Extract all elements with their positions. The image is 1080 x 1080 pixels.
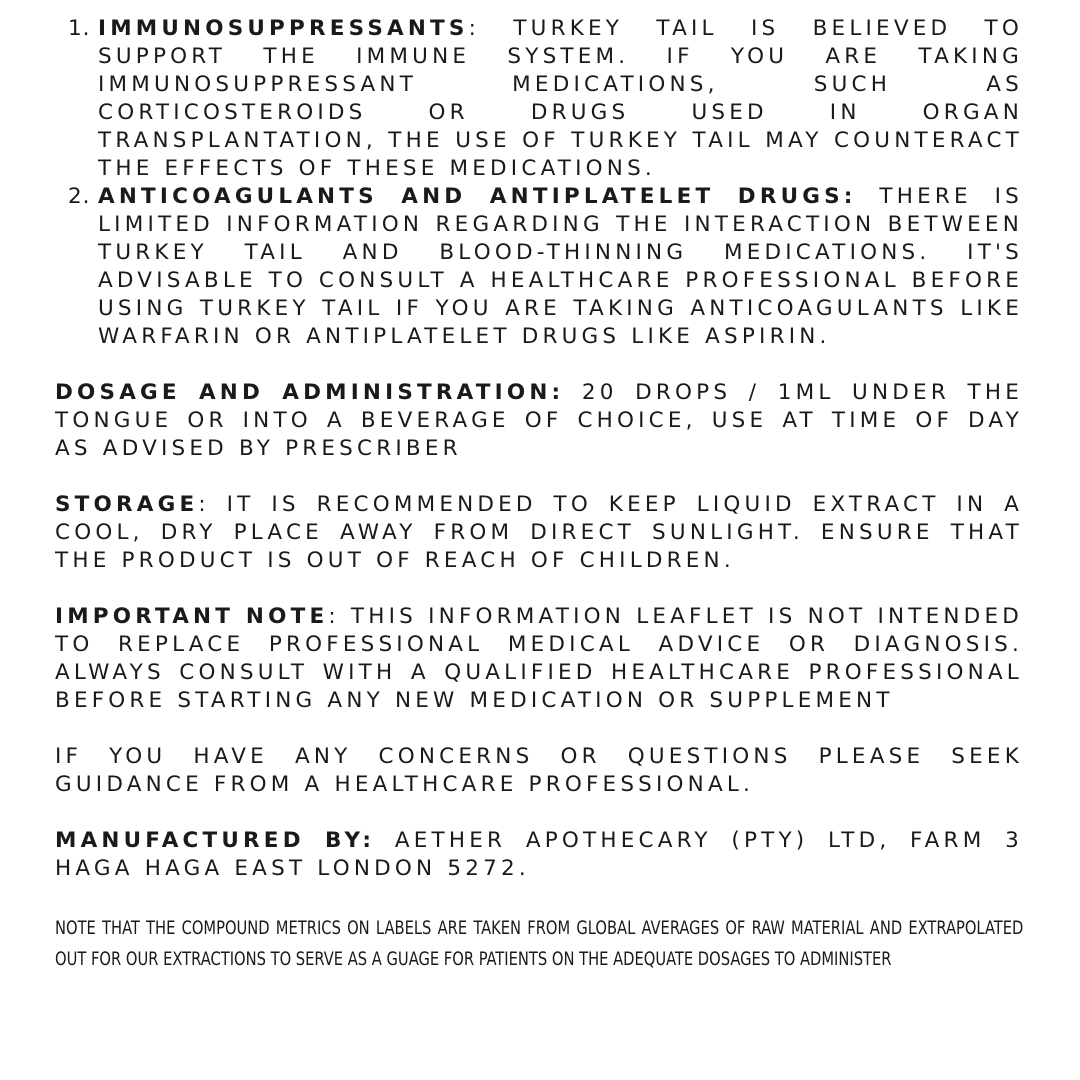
- interaction-item-anticoagulants: [55, 183, 1023, 351]
- manufacturer-text: AETHER APOTHECARY (PTY) LTD, FARM 3 HAGA HAGA EAST LONDON 5272.: [55, 828, 1023, 881]
- important-note-section: [55, 603, 1023, 715]
- interaction-text: THERE IS LIMITED INFORMATION REGARDING THE INTERACTION BETWEEN TURKEY TAIL AND BLOOD-THINNING MEDICATIONS. IT'S ADVISABLE TO CONSULT A HEALTHCARE PROFESSIONAL BEFORE USING TURKEY TAIL IF YOU ARE TAKING ANTICOAGULANTS LIKE WARFARIN OR ANTIPLATELET DRUGS LIKE ASPIRIN.: [98, 184, 1023, 349]
- manufacturer-section: [55, 827, 1023, 883]
- interaction-text: TURKEY TAIL IS BELIEVED TO SUPPORT THE IMMUNE SYSTEM. IF YOU ARE TAKING IMMUNOSUPPRESSANT MEDICATIONS, SUCH AS CORTICOSTEROIDS OR DRUGS USED IN ORGAN TRANSPLANTATION, THE USE OF TURKEY TAIL MAY COUNTERACT THE EFFECTS OF THESE MEDICATIONS.: [98, 16, 1023, 181]
- heading-separator: :: [468, 16, 481, 41]
- interaction-item-immunosuppressants: [55, 15, 1023, 183]
- dosage-heading: DOSAGE AND ADMINISTRATION:: [55, 380, 565, 405]
- concerns-section: [55, 743, 1023, 799]
- storage-section: [55, 491, 1023, 575]
- important-note-heading: IMPORTANT NOTE: [55, 604, 329, 629]
- concerns-text: IF YOU HAVE ANY CONCERNS OR QUESTIONS PLEASE SEEK GUIDANCE FROM A HEALTHCARE PROFESSIONAL.: [55, 744, 1023, 797]
- important-note-text: : THIS INFORMATION LEAFLET IS NOT INTENDED TO REPLACE PROFESSIONAL MEDICAL ADVICE OR DIAGNOSIS. ALWAYS CONSULT WITH A QUALIFIED HEALTHCARE PROFESSIONAL BEFORE STARTING ANY NEW MEDICATION OR SUPPLEMENT: [55, 604, 1023, 713]
- list-number: 2.: [68, 184, 91, 209]
- storage-heading: STORAGE: [55, 492, 199, 517]
- interaction-heading: ANTICOAGULANTS AND ANTIPLATELET DRUGS:: [98, 184, 857, 209]
- dosage-text: 20 DROPS / 1ML UNDER THE TONGUE OR INTO A BEVERAGE OF CHOICE, USE AT TIME OF DAY AS ADVISED BY PRESCRIBER: [55, 380, 1023, 461]
- drug-interactions-list: [55, 15, 1023, 351]
- dosage-section: [55, 379, 1023, 463]
- leaflet-page: [55, 15, 1023, 994]
- manufacturer-heading: MANUFACTURED BY:: [55, 828, 376, 853]
- list-number: 1.: [68, 16, 91, 41]
- interaction-heading: IMMUNOSUPPRESSANTS: [98, 16, 469, 41]
- storage-text: : IT IS RECOMMENDED TO KEEP LIQUID EXTRACT IN A COOL, DRY PLACE AWAY FROM DIRECT SUNLIGHT. ENSURE THAT THE PRODUCT IS OUT OF REACH OF CHILDREN.: [55, 492, 1023, 573]
- footnote-disclaimer: NOTE THAT THE COMPOUND METRICS ON LABELS ARE TAKEN FROM GLOBAL AVERAGES OF RAW MATERIAL AND EXTRAPOLATED OUT FOR OUR EXTRACTIONS TO SERVE AS A GUAGE FOR PATIENTS ON THE ADEQUATE DOSAGES TO ADMINISTER: [55, 917, 1024, 970]
